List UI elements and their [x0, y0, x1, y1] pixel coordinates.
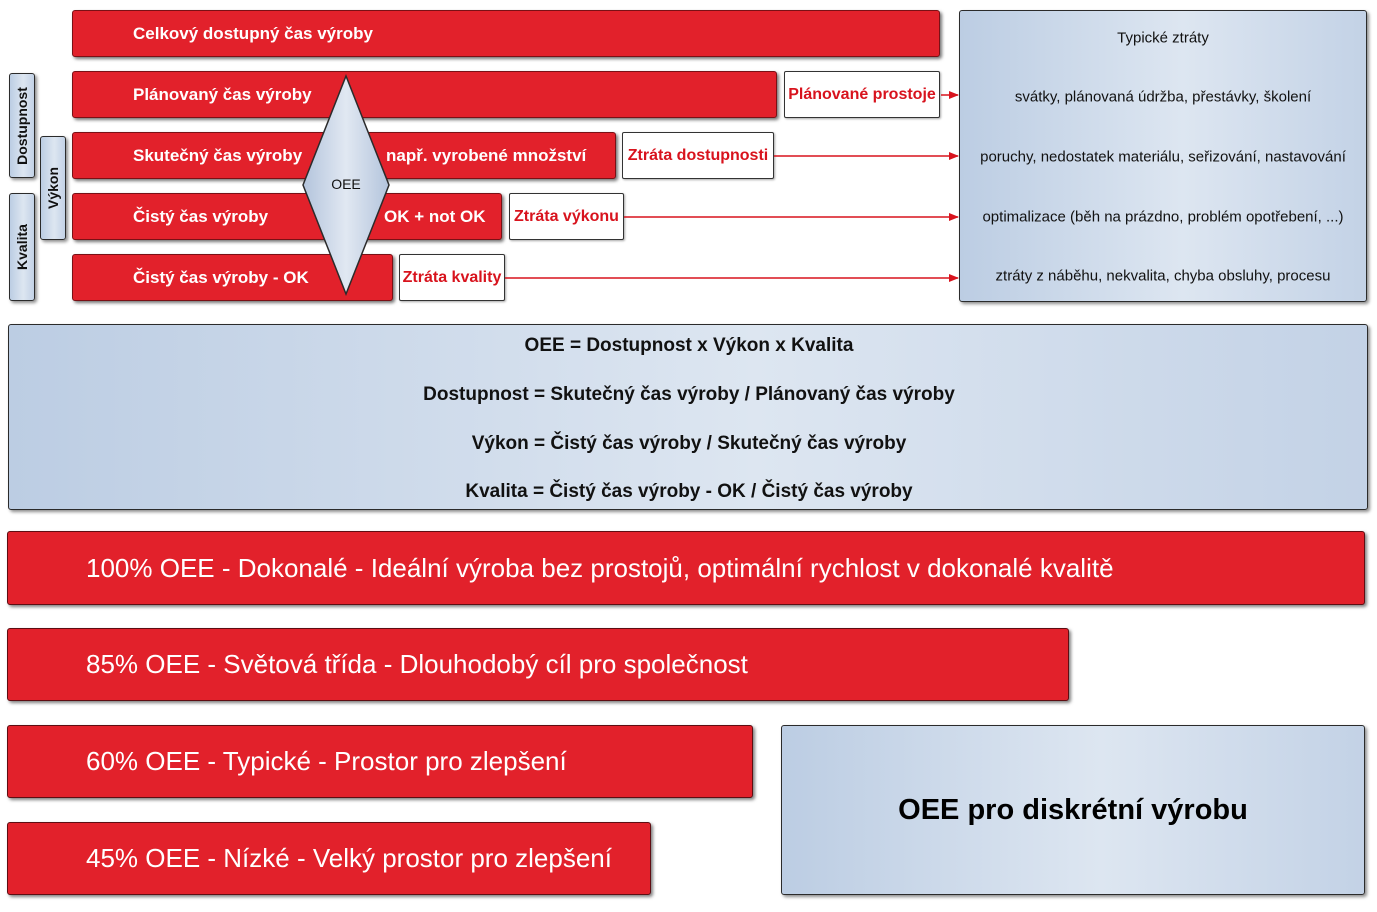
- actual-time-label: Skutečný čas výroby: [133, 145, 303, 165]
- performance-loss-label: Ztráta výkonu: [514, 207, 619, 225]
- formulas-panel: [8, 324, 1368, 510]
- net-ok-time-label: Čistý čas výroby - OK: [133, 267, 309, 287]
- oee-level-label: 60% OEE - Typické - Prostor pro zlepšení: [86, 746, 567, 776]
- oee-level-60: [7, 725, 753, 798]
- oee-level-45: [7, 822, 651, 895]
- availability-loss-label: Ztráta dostupnosti: [627, 146, 769, 164]
- total-time-bar: [72, 10, 940, 57]
- oee-level-85: [7, 628, 1069, 701]
- oee-diamond-label: OEE: [331, 176, 361, 192]
- typical-loss-item: ztráty z náběhu, nekvalita, chyba obsluhy, procesu: [995, 267, 1331, 285]
- oee-level-100: [7, 531, 1365, 605]
- discrete-production-label: OEE pro diskrétní výrobu: [898, 793, 1248, 826]
- typical-loss-item: poruchy, nedostatek materiálu, seřizování, nastavování: [980, 148, 1346, 166]
- oee-level-label: 45% OEE - Nízké - Velký prostor pro zlepšení: [86, 843, 612, 873]
- planned-time-label: Plánovaný čas výroby: [133, 84, 312, 104]
- quality-loss-box: [399, 254, 505, 301]
- availability-formula: Dostupnost = Skutečný čas výroby / Plánovaný čas výroby: [423, 384, 955, 405]
- net-time-label: Čistý čas výroby: [133, 206, 269, 226]
- total-time-label: Celkový dostupný čas výroby: [133, 23, 373, 43]
- oee-formula: OEE = Dostupnost x Výkon x Kvalita: [524, 335, 854, 356]
- oee-level-label: 100% OEE - Dokonalé - Ideální výroba bez prostojů, optimální rychlost v dokonalé kvalitě: [86, 552, 1114, 583]
- planned-time-bar: [72, 71, 777, 118]
- typical-losses-title: Typické ztráty: [1117, 29, 1209, 47]
- quality-formula: Kvalita = Čistý čas výroby - OK / Čistý čas výroby: [465, 481, 913, 502]
- typical-losses-panel: [959, 10, 1367, 302]
- quality-loss-label: Ztráta kvality: [402, 268, 502, 286]
- planned-downtime-label: Plánované prostoje: [788, 85, 936, 103]
- availability-loss-box: [622, 132, 774, 179]
- performance-loss-box: [509, 193, 624, 240]
- planned-downtime-box: [784, 71, 940, 118]
- performance-formula: Výkon = Čistý čas výroby / Skutečný čas výroby: [471, 433, 907, 454]
- net-note: OK + not OK: [384, 207, 486, 226]
- actual-note: např. vyrobené množství: [386, 146, 587, 165]
- quality-side-label: Kvalita: [9, 193, 35, 301]
- typical-loss-item: svátky, plánovaná údržba, přestávky, školení: [1014, 88, 1312, 106]
- availability-side-label: Dostupnost: [9, 73, 35, 178]
- oee-level-label: 85% OEE - Světová třída - Dlouhodobý cíl pro společnost: [86, 649, 748, 679]
- typical-loss-item: optimalizace (běh na prázdno, problém opotřebení, ...): [982, 208, 1344, 226]
- discrete-production-box: [781, 725, 1365, 895]
- performance-side-label: Výkon: [40, 136, 66, 240]
